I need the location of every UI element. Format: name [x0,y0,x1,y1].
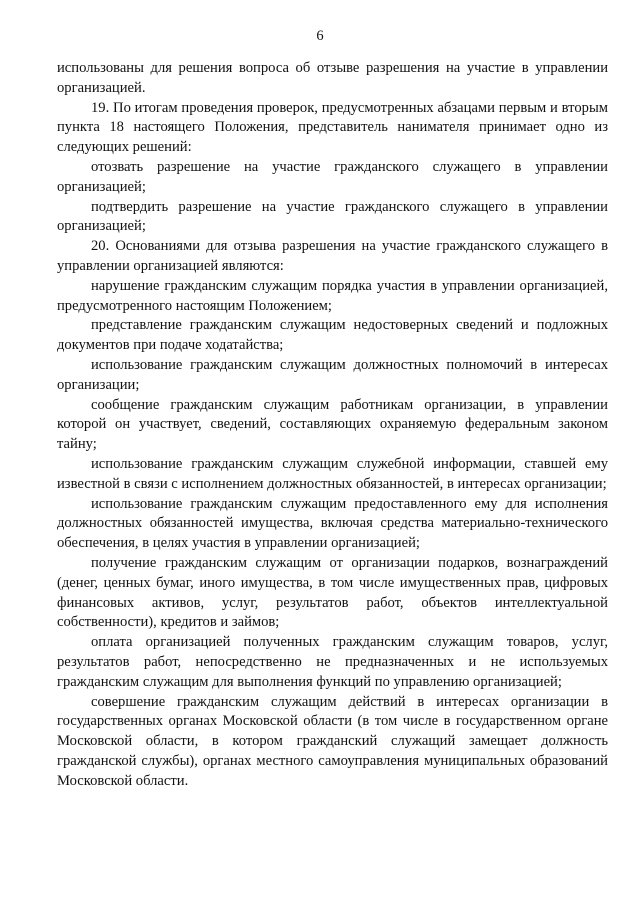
paragraph-ground-payment: оплата организацией полученных гражданским служащим товаров, услуг, результатов работ, непосредственно не предназначенных и не используемых гражданским служащим для выполнения функций по управлению организацией; [57,634,608,690]
paragraph-clause-20: 20. Основаниями для отзыва разрешения на участие гражданского служащего в управлении организацией являются: [57,238,608,274]
page-number: 6 [316,28,324,44]
paragraph-decision-revoke: отозвать разрешение на участие гражданского служащего в управлении организацией; [57,158,608,195]
paragraph-ground-actions: совершение гражданским служащим действий в интересах организации в государственных органах Московской области (в том числе в государственном органе Московской области, в котором гражданский служащий замещает должность гражданской службы), органах местного самоуправления муниципальных образований Московской области. [57,693,608,789]
document-body [57,59,608,791]
paragraph-decision-confirm: подтвердить разрешение на участие гражданского служащего в управлении организацией; [57,198,608,235]
paragraph-ground-gifts: получение гражданским служащим от организации подарков, вознаграждений (денег, ценных бумаг, иного имущества, в том числе имущественных прав, цифровых финансовых активов, услуг, результатов работ, объектов интеллектуальной собственности), кредитов и займов; [57,554,608,631]
paragraph-ground-false-info: представление гражданским служащим недостоверных сведений и подложных документов при подаче ходатайства; [57,317,608,354]
paragraph-continuation: использованы для решения вопроса об отзыве разрешения на участие в управлении организацией. [57,60,608,96]
paragraph-ground-service-info: использование гражданским служащим служебной информации, ставшей ему известной в связи с исполнением должностных обязанностей, в интересах организации; [57,455,608,492]
paragraph-ground-powers: использование гражданским служащим должностных полномочий в интересах организации; [57,356,608,393]
paragraph-ground-secret: сообщение гражданским служащим работникам организации, в управлении которой он участвует, сведений, составляющих охраняемую федеральным законом тайну; [57,396,608,453]
paragraph-clause-19: 19. По итогам проведения проверок, предусмотренных абзацами первым и вторым пункта 18 настоящего Положения, представитель нанимателя принимает одно из следующих решений: [57,99,608,156]
paragraph-ground-property: использование гражданским служащим предоставленного ему для исполнения должностных обязанностей имущества, включая средства материально-технического обеспечения, в целях участия в управлении организацией; [57,495,608,552]
paragraph-ground-violation: нарушение гражданским служащим порядка участия в управлении организацией, предусмотренного настоящим Положением; [57,277,608,314]
